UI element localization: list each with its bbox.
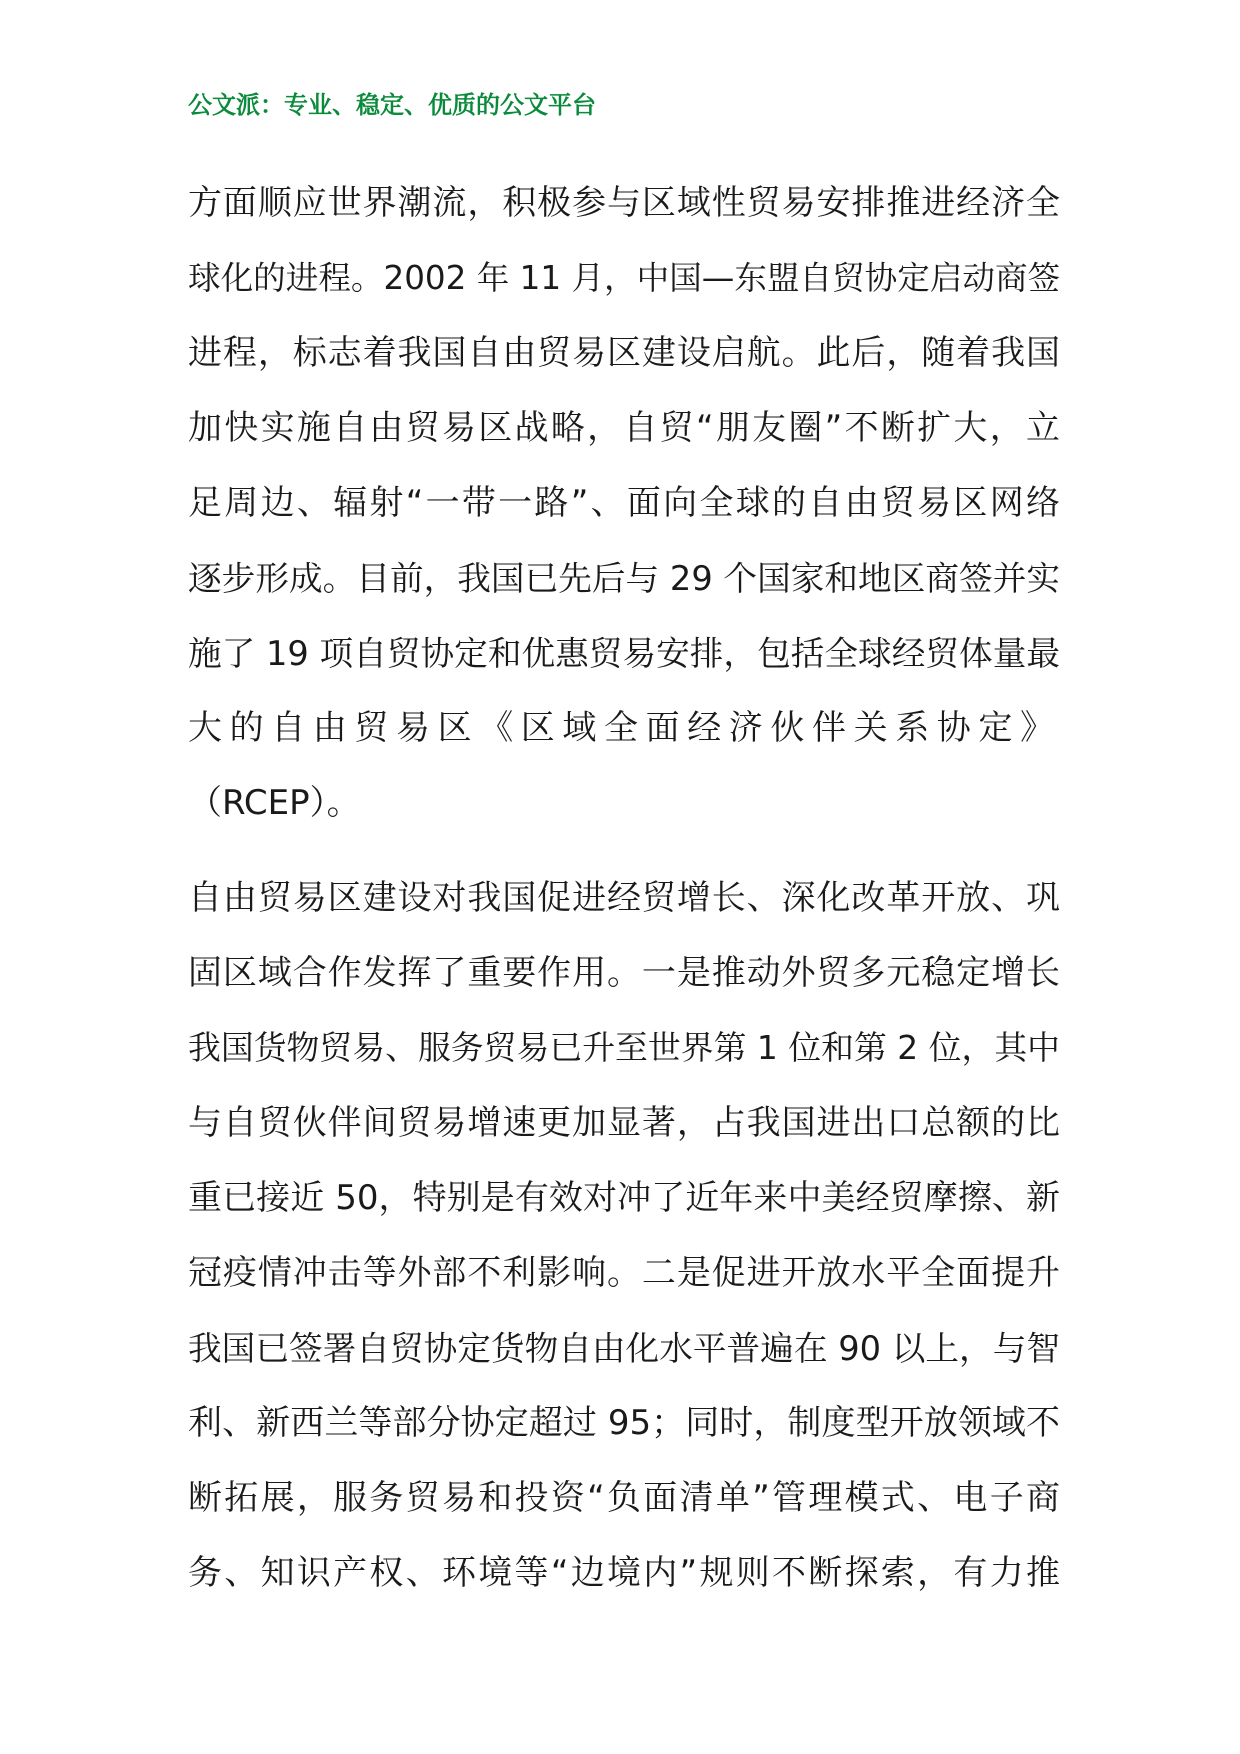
text-line: 足周边、辐射“一带一路”、面向全球的自由贸易区网络 [188, 483, 1060, 523]
text-line: 方面顺应世界潮流，积极参与区域性贸易安排推进经济全 [188, 183, 1060, 223]
text-line: 利、新西兰等部分协定超过 95；同时，制度型开放领域不 [188, 1403, 1060, 1443]
text-line: 冠疫情冲击等外部不利影响。二是促进开放水平全面提升 [188, 1253, 1060, 1293]
header-banner: 公文派：专业、稳定、优质的公文平台 [188, 91, 596, 119]
text-line: 施了 19 项自贸协定和优惠贸易安排，包括全球经贸体量最 [188, 634, 1060, 673]
text-line: 我国货物贸易、服务贸易已升至世界第 1 位和第 2 位，其中 [188, 1029, 1060, 1067]
text-line: 逐步形成。目前，我国已先后与 29 个国家和地区商签并实 [188, 559, 1060, 598]
text-line: 进程，标志着我国自由贸易区建设启航。此后，随着我国 [188, 333, 1060, 373]
text-line: 重已接近 50，特别是有效对冲了近年来中美经贸摩擦、新 [188, 1178, 1060, 1218]
text-line: 断拓展，服务贸易和投资“负面清单”管理模式、电子商 [188, 1478, 1060, 1518]
document-body [188, 166, 1060, 1611]
text-line: （RCEP）。 [188, 783, 361, 823]
text-line: 务、知识产权、环境等“边境内”规则不断探索，有力推 [188, 1553, 1060, 1593]
text-line: 大的自由贸易区《区域全面经济伙伴关系协定》 [188, 708, 1060, 748]
text-line: 与自贸伙伴间贸易增速更加显著，占我国进出口总额的比 [188, 1103, 1060, 1143]
text-line: 我国已签署自贸协定货物自由化水平普遍在 90 以上，与智 [188, 1329, 1060, 1368]
text-line: 球化的进程。2002 年 11 月，中国—东盟自贸协定启动商签 [188, 259, 1061, 297]
paragraph-1 [188, 166, 1060, 841]
text-line: 加快实施自由贸易区战略，自贸“朋友圈”不断扩大，立 [188, 408, 1060, 448]
paragraph-2 [188, 861, 1060, 1611]
text-line: 固区域合作发挥了重要作用。一是推动外贸多元稳定增长 [188, 953, 1060, 993]
text-line: 自由贸易区建设对我国促进经贸增长、深化改革开放、巩 [188, 878, 1060, 918]
